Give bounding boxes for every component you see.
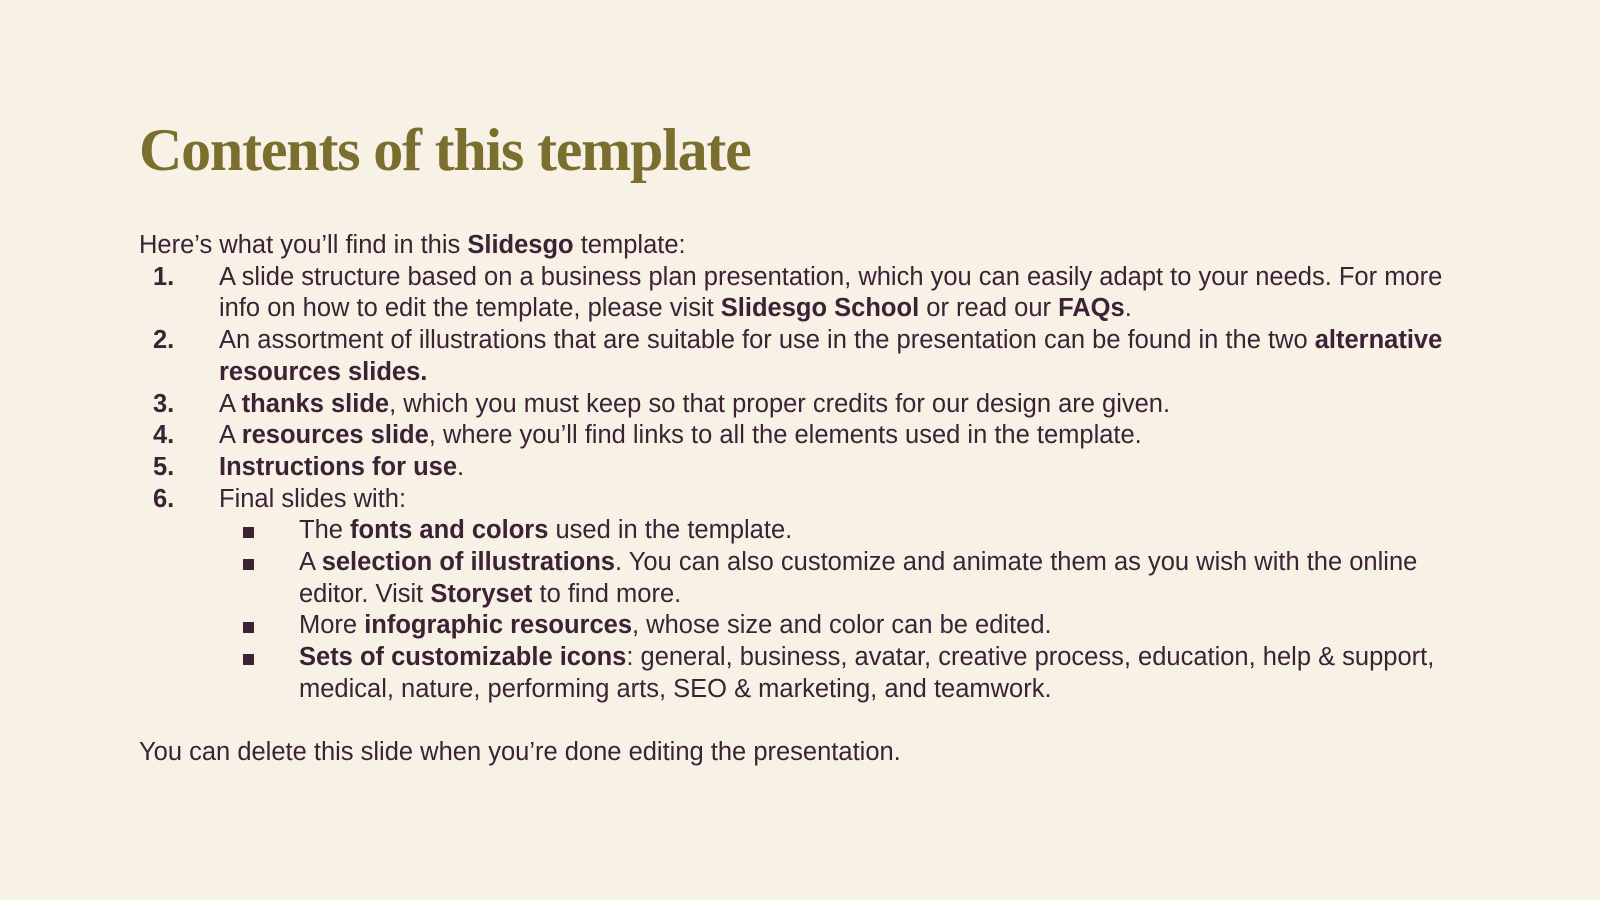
faqs-link[interactable]: FAQs bbox=[1058, 294, 1125, 323]
item-text: A bbox=[219, 421, 242, 450]
item-text: More bbox=[299, 611, 365, 640]
list-item-1 bbox=[139, 262, 1469, 325]
item-number: 5. bbox=[153, 452, 175, 481]
square-bullet-icon bbox=[243, 622, 254, 633]
item-number: 3. bbox=[153, 389, 175, 418]
item-text: A slide structure based on a business plan presentation, which you can easily adapt to your needs. For more info on how to edit the template, please visit bbox=[219, 262, 1443, 323]
sub-list-item bbox=[219, 642, 1469, 705]
intro-text-end: template: bbox=[573, 231, 686, 259]
intro-paragraph bbox=[139, 230, 1469, 262]
fonts-colors-label: fonts and colors bbox=[350, 516, 549, 545]
instructions-label: Instructions for use bbox=[219, 452, 458, 481]
icon-sets-label: Sets of customizable icons bbox=[299, 643, 627, 672]
item-text: An assortment of illustrations that are suitable for use in the presentation can be found in the two bbox=[219, 326, 1315, 355]
sub-list-item bbox=[219, 610, 1469, 642]
item-text: used in the template. bbox=[548, 516, 793, 545]
thanks-slide-label: thanks slide bbox=[241, 389, 390, 418]
list-item-2 bbox=[139, 325, 1469, 388]
item-text: : general, business, avatar, creative process, education, help & support, medical, nature, performing arts, SEO & marketing, and teamwork. bbox=[299, 643, 1435, 703]
item-number: 6. bbox=[153, 484, 175, 513]
square-bullet-icon bbox=[243, 527, 254, 538]
square-bullet-icon bbox=[243, 654, 254, 665]
slide-body bbox=[139, 230, 1469, 768]
contents-list bbox=[139, 262, 1469, 706]
item-text: , where you’ll find links to all the elements used in the template. bbox=[428, 421, 1142, 450]
list-item-3 bbox=[139, 389, 1469, 421]
item-text: The bbox=[299, 516, 351, 545]
square-bullet-icon bbox=[243, 559, 254, 570]
slidesgo-school-link[interactable]: Slidesgo School bbox=[720, 294, 920, 323]
sub-list-item bbox=[219, 515, 1469, 547]
list-item-6 bbox=[139, 484, 1469, 706]
slide-title: Contents of this template bbox=[139, 117, 751, 183]
item-text: . You can also customize and animate them as you wish with the online editor. Visit bbox=[299, 548, 1418, 608]
item-text: or read our bbox=[919, 294, 1059, 323]
item-text: , which you must keep so that proper credits for our design are given. bbox=[389, 389, 1171, 418]
list-item-5 bbox=[139, 452, 1469, 484]
sub-list-item bbox=[219, 547, 1469, 610]
illustrations-label: selection of illustrations bbox=[321, 548, 615, 577]
item-text: to find more. bbox=[532, 579, 682, 608]
final-slides-list bbox=[219, 515, 1469, 705]
item-text: , whose size and color can be edited. bbox=[632, 611, 1052, 640]
outro-paragraph: You can delete this slide when you’re done editing the presentation. bbox=[139, 737, 901, 766]
item-text: . bbox=[1124, 294, 1132, 323]
item-text: A bbox=[299, 548, 322, 577]
storyset-link[interactable]: Storyset bbox=[430, 579, 533, 608]
infographic-resources-label: infographic resources bbox=[364, 611, 633, 640]
brand-name: Slidesgo bbox=[467, 231, 574, 259]
intro-text: Here’s what you’ll find in this bbox=[139, 231, 468, 259]
item-number: 2. bbox=[153, 326, 175, 355]
item-text: Final slides with: bbox=[219, 484, 407, 513]
item-text: . bbox=[457, 452, 465, 481]
item-number: 1. bbox=[153, 262, 175, 291]
item-number: 4. bbox=[153, 421, 175, 450]
list-item-4 bbox=[139, 420, 1469, 452]
resources-slide-label: resources slide bbox=[241, 421, 429, 450]
alternative-resources-label: alternative resources slides. bbox=[219, 326, 1443, 386]
item-text: A bbox=[219, 389, 242, 418]
